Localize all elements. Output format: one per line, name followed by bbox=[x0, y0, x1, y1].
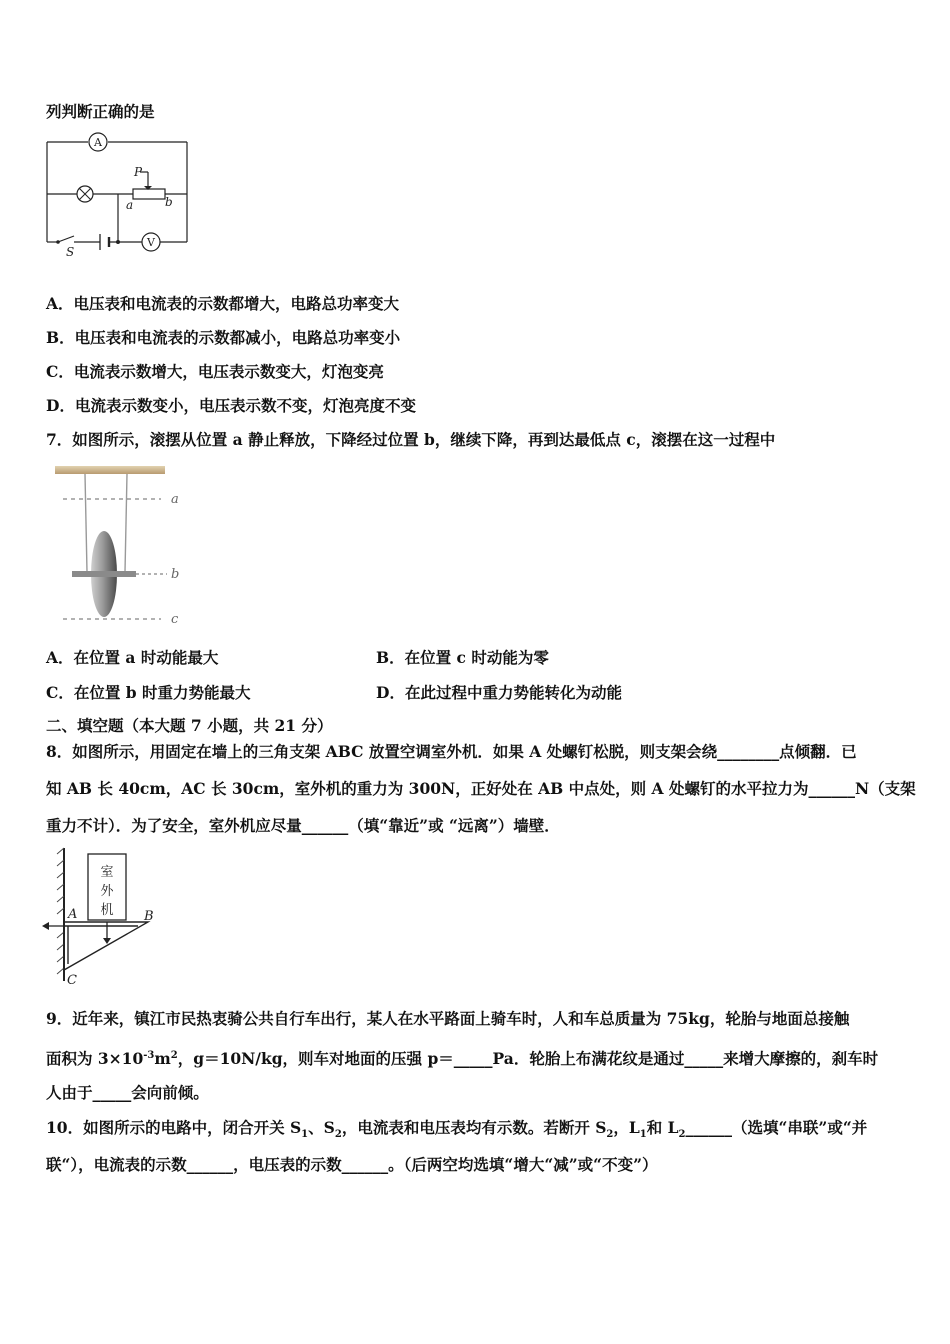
switch-icon bbox=[56, 240, 60, 244]
svg-text:机: 机 bbox=[100, 903, 114, 918]
label-level-a: a bbox=[171, 492, 179, 507]
label-a: a bbox=[126, 198, 134, 212]
triangle-bracket bbox=[64, 922, 148, 970]
q6-option-d: D．电流表示数变小，电压表示数不变，灯泡亮度不变 bbox=[46, 396, 416, 415]
ac-outdoor-unit bbox=[88, 854, 126, 920]
string-left bbox=[85, 474, 87, 572]
wall-hatch bbox=[57, 848, 64, 974]
q7-option-d: D．在此过程中重力势能转化为动能 bbox=[376, 683, 622, 702]
q6-option-b: B．电压表和电流表的示数都减小，电路总功率变小 bbox=[46, 328, 401, 347]
label-point-b: B bbox=[144, 909, 154, 924]
label-point-a: A bbox=[68, 907, 78, 922]
voltmeter-icon bbox=[142, 233, 160, 251]
rheostat-icon bbox=[133, 186, 165, 199]
label-b: b bbox=[165, 195, 173, 209]
lamp-icon bbox=[77, 186, 93, 202]
svg-text:外: 外 bbox=[100, 884, 114, 899]
q10-line-1: 10．如图所示的电路中，闭合开关 $S_1$、$S_2$，电流表和电压表均有示数。若断开 $S_2$，$L_1$和 $L_2\_\_\_\_\_\_$（选填“串联”或“并 bbox=[46, 1118, 868, 1141]
q7-option-a: A．在位置 a 时动能最大 bbox=[46, 648, 219, 667]
ammeter-icon bbox=[89, 133, 107, 151]
q7-stem: 7．如图所示，滚摆从位置 a 静止释放，下降经过位置 b，继续下降，再到达最低点 c，滚摆在这一过程中 bbox=[46, 430, 776, 449]
tension-arrowhead bbox=[42, 922, 49, 930]
junction-dot bbox=[116, 240, 120, 244]
svg-text:V: V bbox=[147, 236, 155, 249]
string-right bbox=[125, 474, 127, 572]
q9-line-3: 人由于_____会向前倾。 bbox=[46, 1083, 209, 1102]
q8-line-2: 知 AB 长 40cm，AC 长 30cm，室外机的重力为 300N，正好处在 AB 中点处，则 A 处螺钉的水平拉力为______N（支架 bbox=[46, 779, 916, 798]
label-level-b: b bbox=[171, 567, 180, 582]
q9-line-2: 面积为 $3\times 10^{-3}m^2$，g＝10N/kg，则车对地面的压强 p＝_____Pa．轮胎上布满花纹是通过_____来增大摩擦的，刹车时 bbox=[46, 1049, 879, 1069]
q7-option-c: C．在位置 b 时重力势能最大 bbox=[46, 683, 251, 702]
svg-text:A: A bbox=[94, 136, 102, 149]
section-2-heading: 二、填空题（本大题 7 小题，共 21 分） bbox=[46, 716, 333, 735]
q6-option-c: C．电流表示数增大，电压表示数变大，灯泡变亮 bbox=[46, 362, 384, 381]
svg-text:室: 室 bbox=[100, 865, 114, 880]
label-point-c: C bbox=[67, 973, 77, 986]
q7-maxwell-pendulum-figure bbox=[55, 462, 195, 632]
label-p: P bbox=[134, 165, 143, 179]
q8-line-3: 重力不计）．为了安全，室外机应尽量______（填“靠近”或 “远离”）墙壁． bbox=[46, 816, 560, 835]
q7-option-b: B．在位置 c 时动能为零 bbox=[376, 648, 549, 667]
battery-icon bbox=[100, 234, 109, 250]
label-level-c: c bbox=[171, 612, 179, 627]
q9-line-1: 9．近年来，镇江市民热衷骑公共自行车出行，某人在水平路面上骑车时，人和车总质量为 75kg，轮胎与地面总接触 bbox=[46, 1009, 850, 1028]
q8-bracket-figure bbox=[40, 846, 165, 986]
q10-line-2: 联“），电流表的示数______，电压表的示数______。（后两空均选填“增大“减”或“不变”） bbox=[46, 1155, 658, 1174]
q6-option-a: A．电压表和电流表的示数都增大，电路总功率变大 bbox=[46, 294, 400, 313]
ceiling-beam bbox=[55, 466, 165, 474]
axle bbox=[72, 571, 136, 577]
label-s: S bbox=[66, 245, 75, 257]
question-6-stem-tail: 列判断正确的是 bbox=[46, 102, 155, 121]
q6-circuit-diagram bbox=[40, 132, 195, 257]
q8-line-1: 8．如图所示，用固定在墙上的三角支架 ABC 放置空调室外机．如果 A 处螺钉松脱，则支架会绕________点倾翻．已 bbox=[46, 742, 857, 761]
